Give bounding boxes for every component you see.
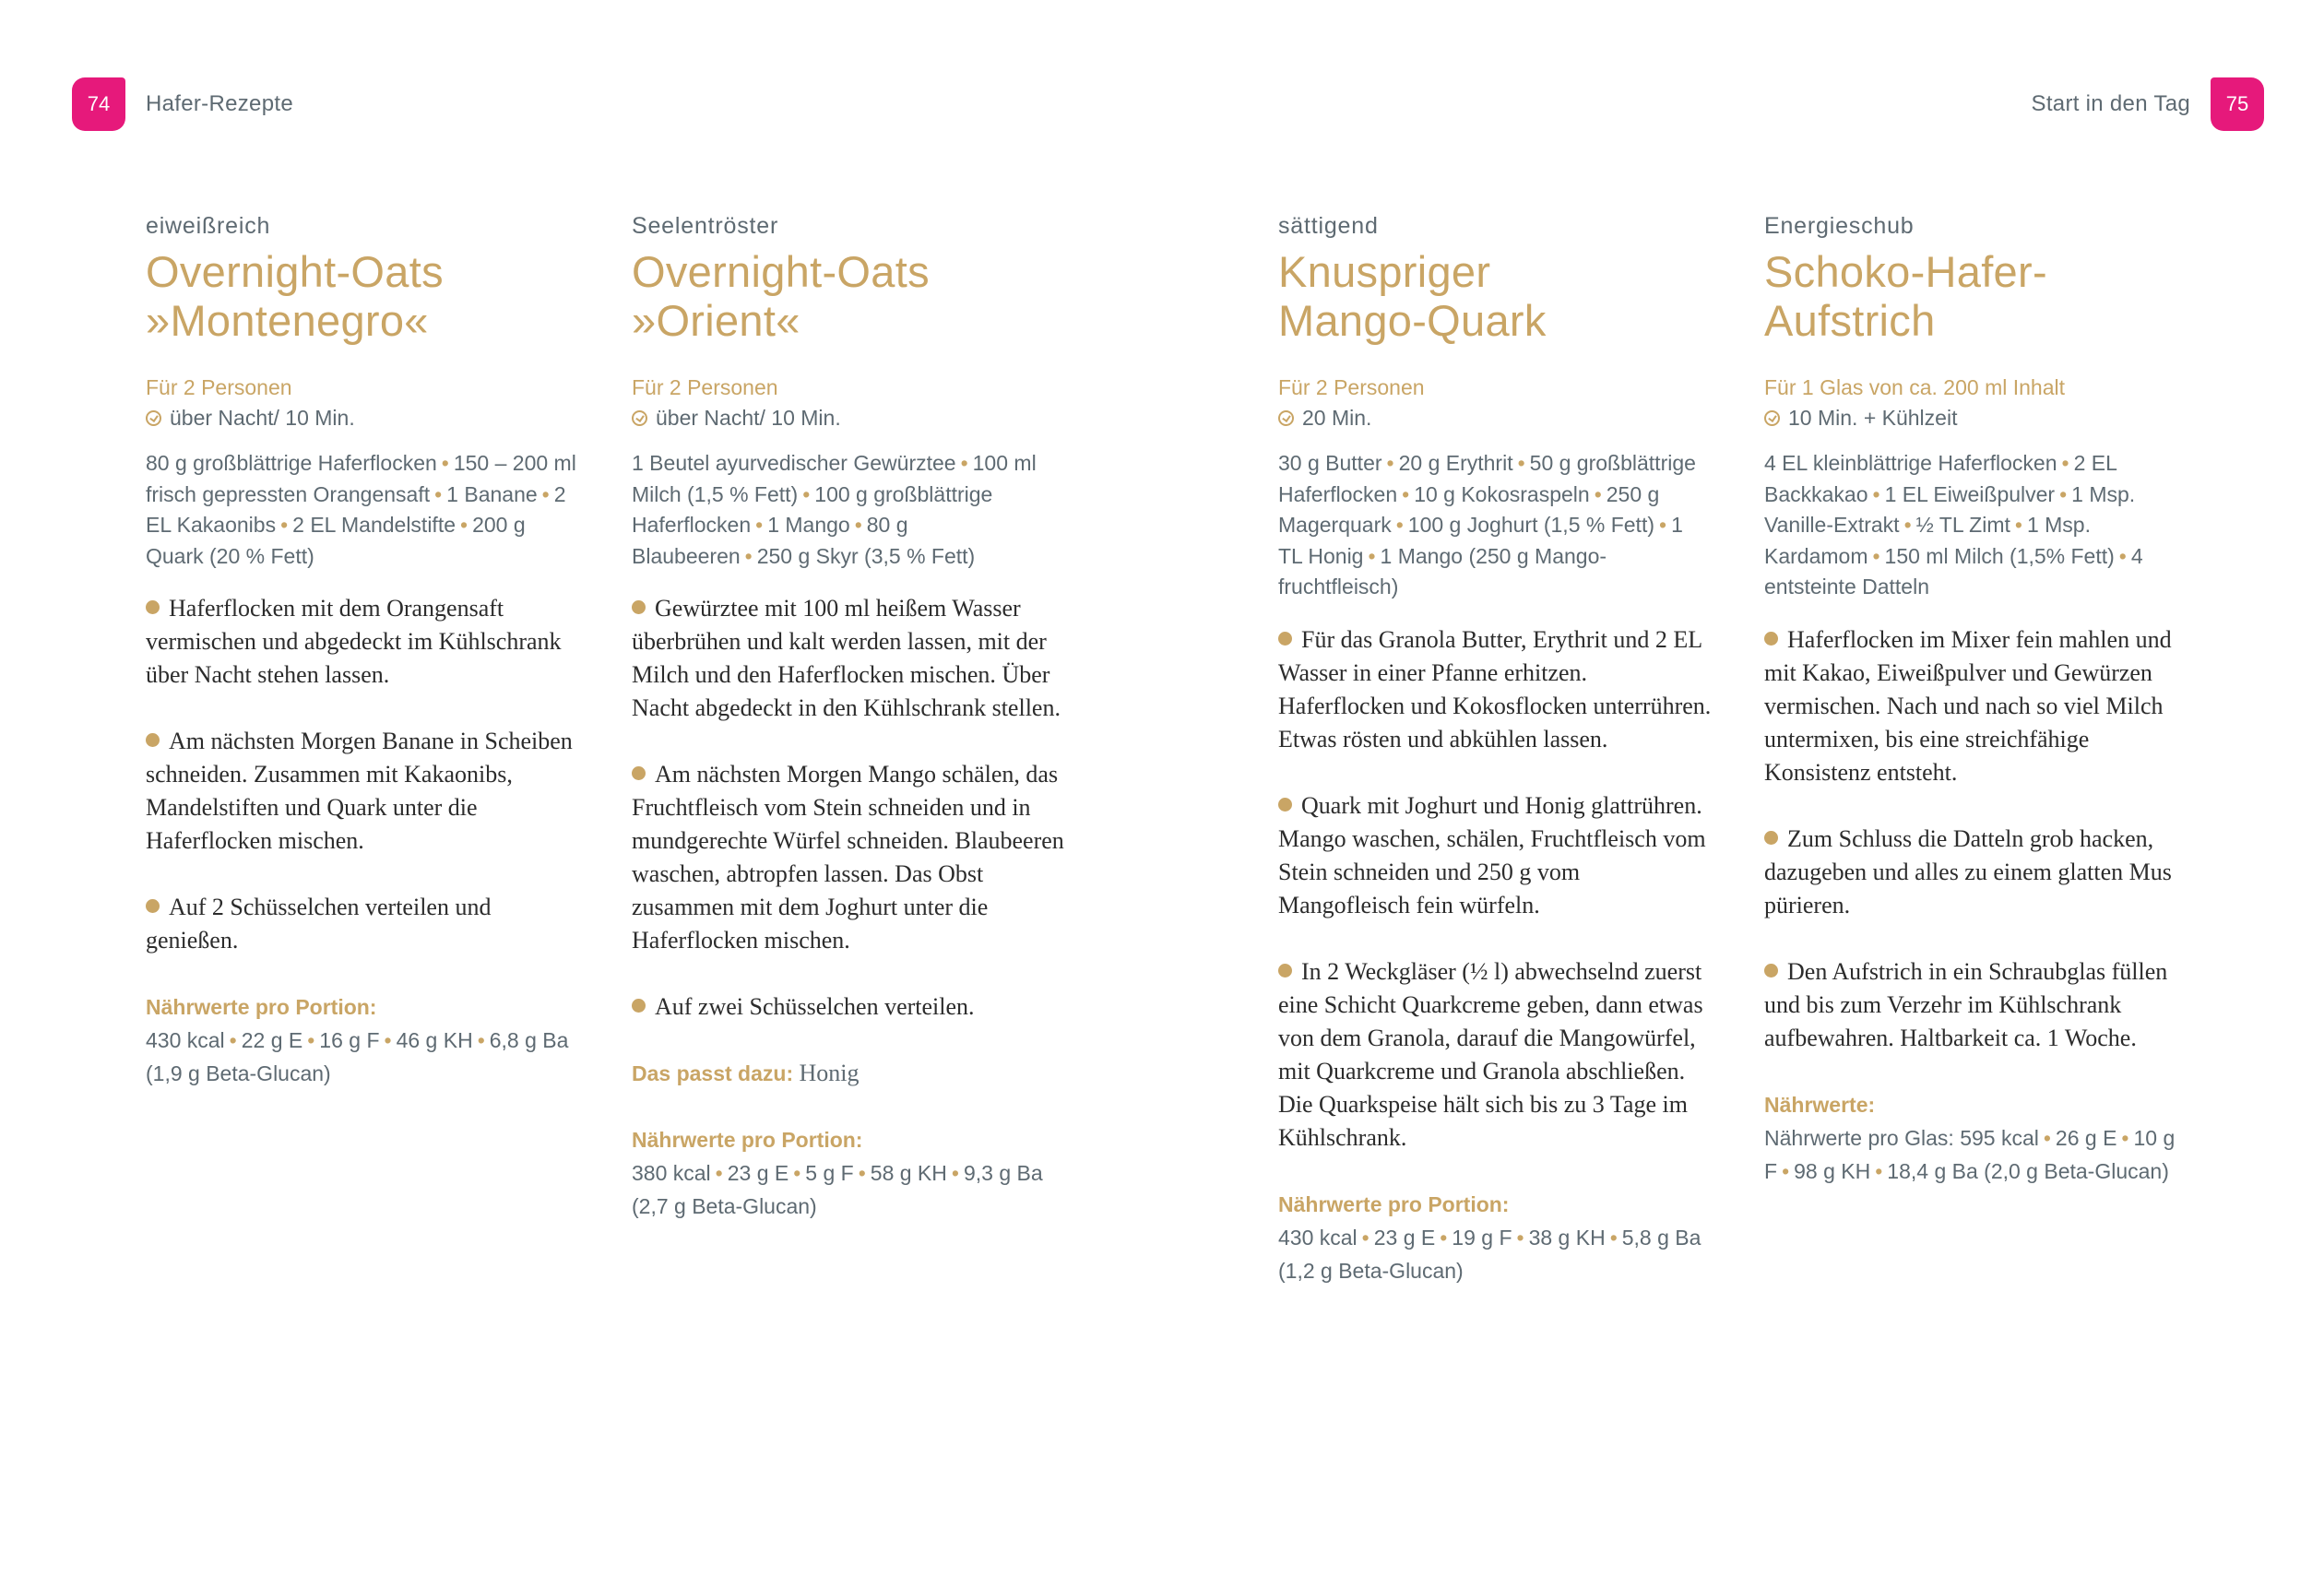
recipe-title bbox=[146, 247, 579, 345]
recipe-step bbox=[1278, 955, 1712, 1155]
section-title-right: Start in den Tag bbox=[2031, 91, 2190, 116]
bullet-icon bbox=[146, 600, 160, 614]
recipe-step-text: Gewürztee mit 100 ml heißem Wasser überbrühen und kalt werden lassen, mit der Milch und den Haferflocken mischen. Über Nacht abgedeckt in den Kühlschrank stellen. bbox=[632, 595, 1061, 721]
pairing-label: Das passt dazu: bbox=[632, 1061, 794, 1085]
recipe-time bbox=[632, 403, 1065, 433]
recipe-step bbox=[632, 990, 1065, 1024]
recipe-step-text: Haferflocken im Mixer fein mahlen und mit Kakao, Eiweißpulver und Gewürzen vermischen. Nach und nach so viel Milch untermixen, bis eine streichfähige Konsistenz entsteht. bbox=[1764, 625, 2172, 786]
recipe-step-text: Am nächsten Morgen Banane in Scheiben schneiden. Zusammen mit Kakaonibs, Mandelstiften und Quark unter die Haferflocken mischen. bbox=[146, 728, 573, 854]
recipe-steps bbox=[632, 592, 1065, 1024]
bullet-icon bbox=[1764, 831, 1778, 845]
separator-dot: • bbox=[1609, 1225, 1618, 1250]
separator-dot: • bbox=[951, 1161, 959, 1185]
pairing-value: Honig bbox=[799, 1060, 860, 1086]
recipe-time-value: über Nacht/ 10 Min. bbox=[656, 406, 841, 430]
bullet-icon bbox=[632, 766, 646, 780]
separator-dot: • bbox=[434, 481, 443, 506]
recipe-time-value: 10 Min. + Kühlzeit bbox=[1788, 406, 1958, 430]
nutrition-label: Nährwerte pro Portion: bbox=[1278, 1191, 1510, 1216]
separator-dot: • bbox=[229, 1028, 237, 1052]
nutrition-label: Nährwerte: bbox=[1764, 1092, 1876, 1117]
recipe-serving: Für 2 Personen bbox=[146, 375, 292, 399]
recipe-step bbox=[1278, 789, 1712, 922]
separator-dot: • bbox=[441, 451, 449, 475]
recipe-title-line: »Montenegro« bbox=[146, 296, 429, 345]
recipe-tagline: Energieschub bbox=[1764, 213, 1915, 239]
separator-dot: • bbox=[1517, 451, 1525, 475]
separator-dot: • bbox=[793, 1161, 801, 1185]
separator-dot: • bbox=[1903, 513, 1912, 537]
recipe-title bbox=[632, 247, 1065, 345]
page-number-left: 74 bbox=[72, 77, 125, 131]
recipe-ingredients: 30 g Butter • 20 g Erythrit • 50 g großblättrige Haferflocken • 10 g Kokosraspeln • 250 g Magerquark • 100 g Joghurt (1,5 % Fett) • 1 TL Honig • 1 Mango (250 g Mangofruchtfleisch) bbox=[1278, 451, 1696, 598]
recipe-step bbox=[632, 592, 1065, 725]
separator-dot: • bbox=[1594, 481, 1602, 506]
recipe-step-text: Für das Granola Butter, Erythrit und 2 EL Wasser in einer Pfanne erhitzen. Haferflocken und Kokosflocken unterrühren. Etwas rösten und abkühlen lassen. bbox=[1278, 625, 1712, 752]
recipe-step bbox=[146, 891, 579, 957]
recipe-serving: Für 2 Personen bbox=[632, 375, 778, 399]
separator-dot: • bbox=[1402, 481, 1410, 506]
recipe-title-line: Mango-Quark bbox=[1278, 296, 1547, 345]
recipe-serving: Für 1 Glas von ca. 200 ml Inhalt bbox=[1764, 375, 2065, 399]
bullet-icon bbox=[146, 899, 160, 913]
nutrition-values: Nährwerte pro Glas: 595 kcal • 26 g E • 10 g F • 98 g KH • 18,4 g Ba (2,0 g Beta-Glucan) bbox=[1764, 1125, 2176, 1183]
separator-dot: • bbox=[802, 481, 811, 506]
page-number-right: 75 bbox=[2211, 77, 2264, 131]
recipe-title-line: Aufstrich bbox=[1764, 296, 1936, 345]
nutrition-label: Nährwerte pro Portion: bbox=[632, 1128, 863, 1152]
section-title-left: Hafer-Rezepte bbox=[146, 91, 293, 116]
separator-dot: • bbox=[854, 513, 862, 537]
separator-dot: • bbox=[1659, 513, 1667, 537]
separator-dot: • bbox=[858, 1161, 866, 1185]
separator-dot: • bbox=[460, 513, 468, 537]
separator-dot: • bbox=[1872, 481, 1880, 506]
nutrition-values: 430 kcal • 23 g E • 19 g F • 38 g KH • 5,8 g Ba (1,2 g Beta-Glucan) bbox=[1278, 1225, 1702, 1283]
separator-dot: • bbox=[2118, 543, 2127, 568]
header-right bbox=[2032, 77, 2264, 131]
recipe-title-line: Schoko-Hafer- bbox=[1764, 247, 2047, 296]
clock-icon bbox=[1278, 410, 1294, 426]
recipe-tagline: sättigend bbox=[1278, 213, 1379, 239]
bullet-icon bbox=[1764, 632, 1778, 646]
header-left bbox=[72, 77, 293, 131]
clock-icon bbox=[146, 410, 161, 426]
separator-dot: • bbox=[1872, 543, 1880, 568]
bullet-icon bbox=[632, 600, 646, 614]
recipe-step bbox=[146, 725, 579, 858]
separator-dot: • bbox=[541, 481, 550, 506]
recipe-step-text: Auf zwei Schüsselchen verteilen. bbox=[655, 993, 975, 1020]
recipe-step-text: Zum Schluss die Datteln grob hacken, dazugeben und alles zu einem glatten Mus pürieren. bbox=[1764, 824, 2172, 918]
separator-dot: • bbox=[715, 1161, 723, 1185]
recipe-column bbox=[632, 210, 1065, 1223]
separator-dot: • bbox=[384, 1028, 392, 1052]
recipe-ingredients: 4 EL kleinblättrige Haferflocken • 2 EL Backkakao • 1 EL Eiweißpulver • 1 Msp. Vanille-Extrakt • ½ TL Zimt • 1 Msp. Kardamom • 150 ml Milch (1,5% Fett) • 4 entsteinte Datteln bbox=[1764, 451, 2143, 598]
separator-dot: • bbox=[1361, 1225, 1370, 1250]
bullet-icon bbox=[632, 999, 646, 1013]
clock-icon bbox=[632, 410, 647, 426]
recipe-step-text: Am nächsten Morgen Mango schälen, das Fruchtfleisch vom Stein schneiden und in mundgerechte Würfel schneiden. Blaubeeren waschen, abtropfen lassen. Das Obst zusammen mit dem Joghurt unter die Haferflocken mischen. bbox=[632, 761, 1064, 954]
recipe-pairing bbox=[632, 1057, 1065, 1090]
recipe-step bbox=[1764, 955, 2198, 1055]
recipe-time bbox=[146, 403, 579, 433]
bullet-icon bbox=[1278, 964, 1292, 978]
separator-dot: • bbox=[2043, 1125, 2051, 1150]
recipe-step-text: Haferflocken mit dem Orangensaft vermischen und abgedeckt im Kühlschrank über Nacht stehen lassen. bbox=[146, 595, 562, 688]
bullet-icon bbox=[1764, 964, 1778, 978]
recipe-step bbox=[1278, 623, 1712, 756]
recipe-title bbox=[1764, 247, 2198, 345]
recipe-step-text: Quark mit Joghurt und Honig glattrühren. Mango waschen, schälen, Fruchtfleisch vom Stein schneiden und 250 g vom Mangofleisch fein würfeln. bbox=[1278, 791, 1706, 918]
separator-dot: • bbox=[2121, 1125, 2129, 1150]
recipe-time-value: über Nacht/ 10 Min. bbox=[170, 406, 355, 430]
recipe-title-line: Overnight-Oats bbox=[632, 247, 930, 296]
recipe-title bbox=[1278, 247, 1712, 345]
recipe-tagline: eiweißreich bbox=[146, 213, 271, 239]
recipe-step bbox=[632, 758, 1065, 957]
separator-dot: • bbox=[477, 1028, 485, 1052]
recipe-title-line: Knuspriger bbox=[1278, 247, 1491, 296]
bullet-icon bbox=[1278, 632, 1292, 646]
bullet-icon bbox=[1278, 798, 1292, 812]
recipe-time-value: 20 Min. bbox=[1302, 406, 1372, 430]
nutrition-values: 380 kcal • 23 g E • 5 g F • 58 g KH • 9,3 g Ba (2,7 g Beta-Glucan) bbox=[632, 1161, 1043, 1218]
recipe-title-line: »Orient« bbox=[632, 296, 800, 345]
recipe-step bbox=[146, 592, 579, 692]
separator-dot: • bbox=[2059, 481, 2068, 506]
recipe-column bbox=[1278, 210, 1712, 1287]
bullet-icon bbox=[146, 733, 160, 747]
separator-dot: • bbox=[1368, 543, 1376, 568]
recipe-column bbox=[146, 210, 579, 1090]
separator-dot: • bbox=[1516, 1225, 1524, 1250]
separator-dot: • bbox=[2014, 513, 2022, 537]
recipe-step-text: Den Aufstrich in ein Schraubglas füllen und bis zum Verzehr im Kühlschrank aufbewahren. Haltbarkeit ca. 1 Woche. bbox=[1764, 957, 2168, 1051]
separator-dot: • bbox=[307, 1028, 315, 1052]
recipe-steps bbox=[146, 592, 579, 957]
recipe-time bbox=[1278, 403, 1712, 433]
recipe-title-line: Overnight-Oats bbox=[146, 247, 444, 296]
separator-dot: • bbox=[755, 513, 764, 537]
separator-dot: • bbox=[1782, 1158, 1790, 1183]
separator-dot: • bbox=[280, 513, 289, 537]
recipe-time bbox=[1764, 403, 2198, 433]
separator-dot: • bbox=[1386, 451, 1394, 475]
nutrition-label: Nährwerte pro Portion: bbox=[146, 995, 377, 1019]
recipe-tagline: Seelentröster bbox=[632, 213, 779, 239]
separator-dot: • bbox=[744, 543, 753, 568]
recipe-steps bbox=[1764, 623, 2198, 1055]
recipe-step-text: In 2 Weckgläser (½ l) abwechselnd zuerst eine Schicht Quarkcreme geben, dann etwas von dem Granola, darauf die Mangowürfel, mit Quarkcreme und Granola abschließen. Die Quarkspeise hält sich bis zu 3 Tage im Kühlschrank. bbox=[1278, 957, 1703, 1151]
recipe-step-text: Auf 2 Schüsselchen verteilen und genießen. bbox=[146, 894, 492, 954]
recipe-step bbox=[1764, 823, 2198, 922]
recipe-ingredients: 80 g großblättrige Haferflocken • 150 – 200 ml frisch gepressten Orangensaft • 1 Banane • 2 EL Kakaonibs • 2 EL Mandelstifte • 200 g Quark (20 % Fett) bbox=[146, 451, 576, 568]
separator-dot: • bbox=[1395, 513, 1404, 537]
nutrition-values: 430 kcal • 22 g E • 16 g F • 46 g KH • 6,8 g Ba (1,9 g Beta-Glucan) bbox=[146, 1028, 569, 1085]
recipe-ingredients: 1 Beutel ayurvedischer Gewürztee • 100 ml Milch (1,5 % Fett) • 100 g großblättrige Haferflocken • 1 Mango • 80 g Blaubeeren • 250 g Skyr (3,5 % Fett) bbox=[632, 451, 1037, 568]
recipe-serving: Für 2 Personen bbox=[1278, 375, 1425, 399]
separator-dot: • bbox=[960, 451, 968, 475]
separator-dot: • bbox=[2061, 451, 2069, 475]
clock-icon bbox=[1764, 410, 1780, 426]
recipe-column bbox=[1764, 210, 2198, 1188]
recipe-step bbox=[1764, 623, 2198, 789]
recipe-steps bbox=[1278, 623, 1712, 1155]
separator-dot: • bbox=[1440, 1225, 1448, 1250]
separator-dot: • bbox=[1875, 1158, 1883, 1183]
